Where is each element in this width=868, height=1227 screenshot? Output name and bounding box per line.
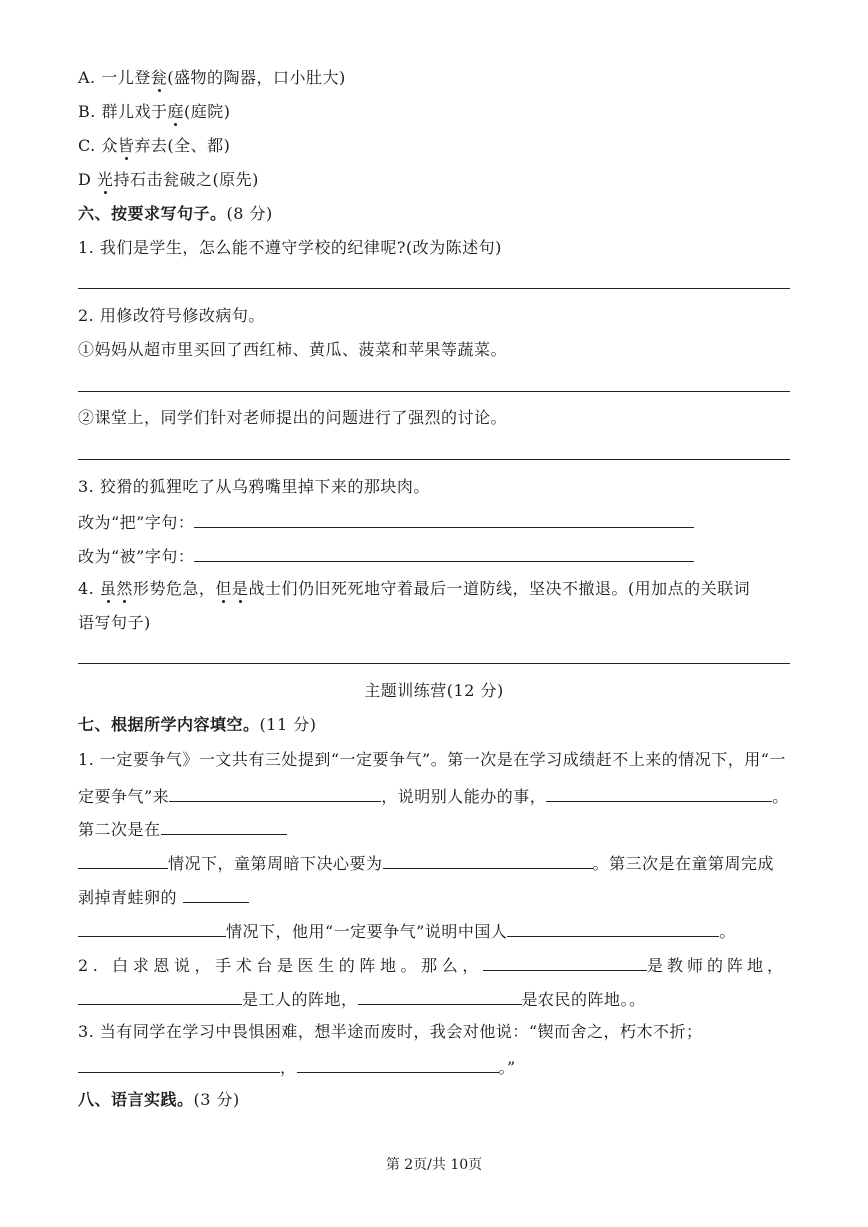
answer-blank[interactable] <box>78 1056 280 1073</box>
answer-blank[interactable] <box>183 886 249 903</box>
section-6-heading <box>78 204 790 224</box>
fill-text: 。 <box>719 922 736 941</box>
question-text: 战士们仍旧死死地守着最后一道防线，坚决不撤退。(用加点的关联词 <box>248 579 751 598</box>
s7-q2-line1 <box>78 954 790 976</box>
answer-blank[interactable] <box>194 545 694 562</box>
section-8-heading <box>78 1090 790 1110</box>
dotted-char: 庭 <box>167 102 184 121</box>
dotted-char: 瓮 <box>150 68 168 87</box>
option-text: 一儿登 <box>101 68 151 87</box>
fill-text: 第二次是在 <box>78 820 161 839</box>
answer-blank[interactable] <box>169 785 381 802</box>
s7-q1-line3 <box>78 818 790 840</box>
answer-line[interactable] <box>78 288 790 289</box>
fill-text: ， <box>280 1058 297 1077</box>
answer-blank[interactable] <box>383 852 593 869</box>
section-score: (11 分) <box>259 715 317 734</box>
answer-blank[interactable] <box>297 1056 499 1073</box>
option-letter: D <box>78 170 97 189</box>
fill-text: 。第三次是在童第周完成 <box>592 854 775 873</box>
fill-text: 定要争气”来 <box>78 787 170 806</box>
s6-question-3a <box>78 511 790 533</box>
section-7-heading <box>78 715 790 735</box>
fill-text: 2. 白求恩说，手术台是医生的阵地。那么， <box>78 956 483 975</box>
s7-q1-line1: 1. 一定要争气》一文共有三处提到“一定要争气”。第一次是在学习成绩赶不上来的情况下，用“一 <box>78 750 786 769</box>
fill-text: 是教师的阵地， <box>646 956 787 975</box>
answer-blank[interactable] <box>507 920 719 937</box>
s7-q3-line2 <box>78 1056 790 1078</box>
answer-line[interactable] <box>78 391 790 392</box>
option-gloss: (庭院) <box>183 102 231 121</box>
dotted-char: 但 <box>215 579 232 598</box>
s6-question-4 <box>78 579 790 599</box>
section-score: (3 分) <box>193 1090 240 1109</box>
option-gloss: 弃去(全、都) <box>134 136 231 155</box>
fill-text: 。 <box>772 787 789 806</box>
fill-text: 是工人的阵地， <box>242 990 358 1009</box>
option-b <box>78 102 790 122</box>
prompt-label: 改为“被”字句： <box>78 547 195 566</box>
s7-q3-line1: 3. 当有同学在学习中畏惧困难，想半途而废时，我会对他说：“锲而舍之，朽木不折； <box>78 1022 703 1041</box>
option-a <box>78 68 790 88</box>
fill-text: 情况下，他用“一定要争气”说明中国人 <box>226 922 508 941</box>
dotted-char: 虽 <box>99 579 117 598</box>
option-letter: C. <box>78 136 102 155</box>
option-d <box>78 170 790 190</box>
option-gloss: 持石击瓮破之(原先) <box>113 170 259 189</box>
page-footer: 第 2页/共 10页 <box>385 1157 483 1173</box>
s6-question-2a: ①妈妈从超市里买回了西红柿、黄瓜、菠菜和苹果等蔬菜。 <box>78 340 508 359</box>
s6-question-4-cont: 语写句子) <box>78 613 151 632</box>
s7-q2-line2 <box>78 988 790 1010</box>
s6-question-2: 2. 用修改符号修改病句。 <box>78 306 265 325</box>
answer-blank[interactable] <box>358 988 522 1005</box>
prompt-label: 改为“把”字句： <box>78 513 195 532</box>
option-text: 群儿戏于 <box>101 102 168 121</box>
theme-title: 主题训练营(12 分) <box>364 681 504 700</box>
option-letter: A. <box>78 68 102 87</box>
fill-text: ，说明别人能办的事， <box>381 787 547 806</box>
dotted-char: 然 <box>116 579 133 598</box>
answer-blank[interactable] <box>483 954 647 971</box>
s7-q1-line5 <box>78 886 790 908</box>
answer-blank[interactable] <box>78 852 168 869</box>
dotted-char: 是 <box>231 579 249 598</box>
answer-blank[interactable] <box>78 920 226 937</box>
fill-text: 是农民的阵地。。 <box>521 990 646 1009</box>
s6-question-2b: ②课堂上，同学们针对老师提出的问题进行了强烈的讨论。 <box>78 408 508 427</box>
fill-text: 剥掉青蛙卵的 <box>78 888 178 907</box>
option-text: 众 <box>101 136 118 155</box>
s6-question-3b <box>78 545 790 567</box>
answer-blank[interactable] <box>78 988 242 1005</box>
fill-text: 。” <box>498 1058 516 1077</box>
option-c <box>78 136 790 156</box>
answer-blank[interactable] <box>194 511 694 528</box>
section-title: 八、语言实践。 <box>78 1090 194 1109</box>
s7-q1-line4 <box>78 852 790 874</box>
question-number: 4. <box>78 579 100 598</box>
dotted-char: 光 <box>96 170 114 189</box>
dotted-char: 皆 <box>117 136 135 155</box>
option-gloss: (盛物的陶器，口小肚大) <box>167 68 346 87</box>
s6-question-3: 3. 狡猾的狐狸吃了从乌鸦嘴里掉下来的那块肉。 <box>78 477 430 496</box>
answer-line[interactable] <box>78 663 790 664</box>
s6-question-1: 1. 我们是学生，怎么能不遵守学校的纪律呢?(改为陈述句) <box>78 238 502 257</box>
s7-q1-line6 <box>78 920 790 942</box>
section-title: 六、按要求写句子。 <box>78 204 227 223</box>
answer-line[interactable] <box>78 459 790 460</box>
option-letter: B. <box>78 102 102 121</box>
question-text: 形势危急， <box>132 579 216 598</box>
answer-blank[interactable] <box>546 785 772 802</box>
answer-blank[interactable] <box>161 818 287 835</box>
section-score: (8 分) <box>226 204 273 223</box>
s7-q1-line2 <box>78 785 790 807</box>
fill-text: 情况下，童第周暗下决心要为 <box>168 854 383 873</box>
section-title: 七、根据所学内容填空。 <box>78 715 260 734</box>
